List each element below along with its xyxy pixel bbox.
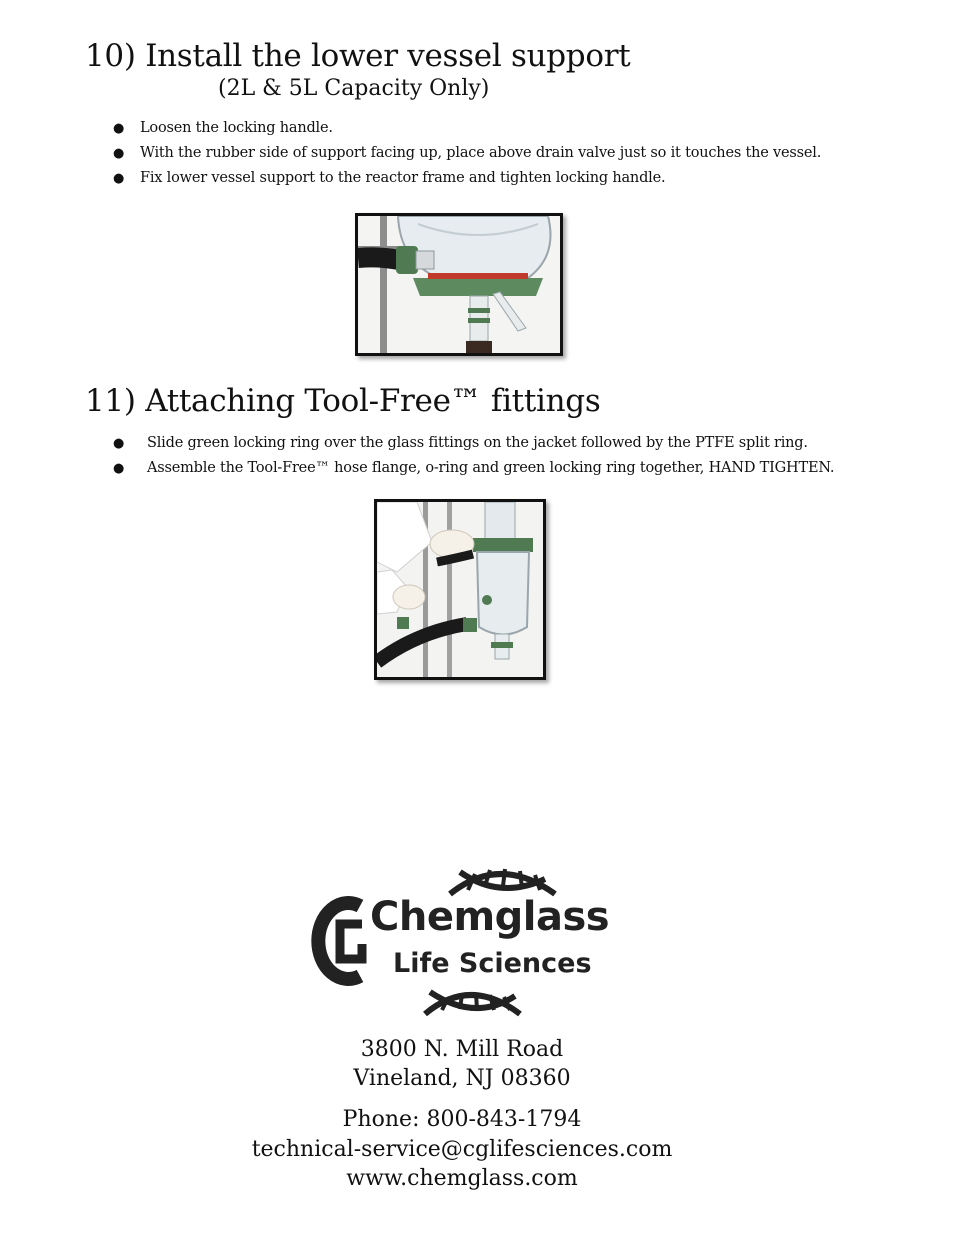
email-link[interactable]: technical-service@cglifesciences.com [251,1137,673,1162]
list-item-text: Slide green locking ring over the glass fittings on the jacket followed by the PTFE split ring. [147,435,808,451]
list-item: ● Loosen the locking handle. [113,120,333,136]
tool-free-fittings-photo [374,499,546,680]
list-item-text: Assemble the Tool-Free™ hose flange, o-ring and green locking ring together, HAND TIGHTEN. [147,460,835,476]
list-item: ● With the rubber side of support facing up, place above drain valve just so it touches the vessel. [113,145,822,161]
vessel-support-illustration [358,216,560,353]
address-line-2: Vineland, NJ 08360 [353,1066,571,1091]
dna-helix-icon [300,864,630,1024]
phone-number: Phone: 800-843-1794 [342,1107,582,1132]
list-item: ● Fix lower vessel support to the reactor frame and tighten locking handle. [113,170,666,186]
section-11-title: 11) Attaching Tool-Free™ fittings [85,383,601,419]
logo-line-1: Chemglass [370,894,610,940]
list-item-text: Loosen the locking handle. [140,120,333,136]
list-item-text: Fix lower vessel support to the reactor frame and tighten locking handle. [140,170,666,186]
website-link[interactable]: www.chemglass.com [346,1166,578,1191]
list-item: ● Assemble the Tool-Free™ hose flange, o-ring and green locking ring together, HAND TIGHTEN. [113,460,835,476]
list-item: ● Slide green locking ring over the glass fittings on the jacket followed by the PTFE split ring. [113,435,808,451]
section-11-bullet-list [113,431,835,481]
section-10-bullet-list [113,116,822,191]
chemglass-logo [300,864,630,1024]
lower-vessel-support-photo [355,213,563,356]
fittings-illustration [377,502,543,677]
section-10-subtitle: (2L & 5L Capacity Only) [218,76,490,101]
logo-line-2: Life Sciences [393,948,592,979]
section-10-title: 10) Install the lower vessel support [85,38,631,74]
list-item-text: With the rubber side of support facing up, place above drain valve just so it touches the vessel. [140,145,822,161]
address-line-1: 3800 N. Mill Road [360,1037,564,1062]
